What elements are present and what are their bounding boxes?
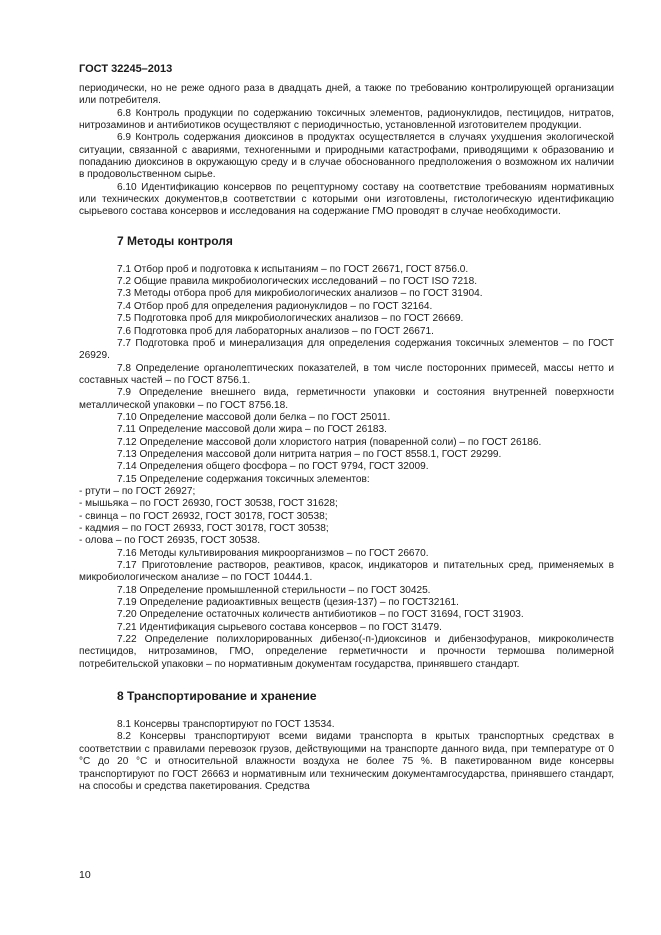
clause-7-19: 7.19 Определение радиоактивных веществ (цезия-137) – по ГОСТ32161. xyxy=(117,597,459,609)
document-body xyxy=(79,83,614,793)
clause-7-8: 7.8 Определение органолептических показателей, в том числе посторонних примесей, массы нетто и составных частей – по ГОСТ 8756.1. xyxy=(79,362,614,386)
clause-8-2: 8.2 Консервы транспортируют всеми видами транспорта в крытых транспортных средствах в соответствии с правилами перевозок грузов, действующими на транспорте данного вида, при температуре от 0 °С до 20 °С и относительной влажности воздуха не более 75 %. В пакетированном виде консервы транспортируют по ГОСТ 26663 и нормативным или техническим документамгосударства, принявшего стандарт, на способы и средства пакетирования. Средства xyxy=(79,731,614,792)
clause-7-10: 7.10 Определение массовой доли белка – по ГОСТ 25011. xyxy=(117,411,391,423)
clause-7-21: 7.21 Идентификация сырьевого состава консервов – по ГОСТ 31479. xyxy=(117,621,442,633)
clause-7-13: 7.13 Определения массовой доли нитрита натрия – по ГОСТ 8558.1, ГОСТ 29299. xyxy=(117,448,502,460)
paragraph-6-10: 6.10 Идентификацию консервов по рецептурному составу на соответствие требованиям нормативных или технических документов,в соответствии с которыми они изготовлены, гистологическую идентификацию сырьевого состава консервов и исследования на содержание ГМО проводят в случае необходимости. xyxy=(79,181,614,218)
clause-7-2: 7.2 Общие правила микробиологических исследований – по ГОСТ ISO 7218. xyxy=(117,276,478,288)
clause-7-7: 7.7 Подготовка проб и минерализация для определения содержания токсичных элементов – по ГОСТ 26929. xyxy=(79,337,614,362)
paragraph-6-9: 6.9 Контроль содержания диоксинов в продуктах осуществляется в случаях ухудшения экологической ситуации, связанной с авариями, техногенными и природными катастрофами, приводящими к образованию и попаданию диоксинов в окружающую среду и в случае обоснованного предположения о возможном их наличии в продовольственном сырье. xyxy=(79,132,614,181)
clause-7-5: 7.5 Подготовка проб для микробиологических анализов – по ГОСТ 26669. xyxy=(117,313,464,325)
clause-7-6: 7.6 Подготовка проб для лабораторных анализов – по ГОСТ 26671. xyxy=(117,325,434,337)
section-7-heading: 7 Методы контроля xyxy=(117,233,233,248)
toxic-element-lead: - свинца – по ГОСТ 26932, ГОСТ 30178, ГОСТ 30538; xyxy=(79,510,328,522)
spacer xyxy=(79,703,614,719)
clause-7-20: 7.20 Определение остаточных количеств антибиотиков – по ГОСТ 31694, ГОСТ 31903. xyxy=(117,609,524,621)
clause-7-22: 7.22 Определение полихлорированных дибензо(-п-)диоксинов и дибензофуранов, микроколичеств пестицидов, нитрозаминов, ГМО, определение герметичности и прочности термошва полимерной потребительской упаковки – по нормативным документам государства, принявшего стандарт. xyxy=(79,634,614,670)
clause-7-4: 7.4 Отбор проб для определения радионуклидов – по ГОСТ 32164. xyxy=(117,300,433,312)
clause-7-12: 7.12 Определение массовой доли хлористого натрия (поваренной соли) – по ГОСТ 26186. xyxy=(117,436,542,448)
toxic-element-tin: - олова – по ГОСТ 26935, ГОСТ 30538. xyxy=(79,535,261,547)
document-code-header: ГОСТ 32245–2013 xyxy=(79,63,173,75)
spacer xyxy=(79,248,614,264)
page-number: 10 xyxy=(79,869,91,881)
section-8-heading: 8 Транспортирование и хранение xyxy=(117,689,317,704)
clause-7-14: 7.14 Определения общего фосфора – по ГОСТ 9794, ГОСТ 32009. xyxy=(117,461,429,473)
paragraph-continuation: периодически, но не реже одного раза в двадцать дней, а также по требованию контролирующей организации или потребителя. xyxy=(79,83,614,107)
clause-7-9: 7.9 Определение внешнего вида, герметичности упаковки и состояния внутренней поверхности металлической упаковки – по ГОСТ 8756.18. xyxy=(79,387,614,411)
clause-7-3: 7.3 Методы отбора проб для микробиологических анализов – по ГОСТ 31904. xyxy=(117,288,483,300)
toxic-element-arsenic: - мышьяка – по ГОСТ 26930, ГОСТ 30538, ГОСТ 31628; xyxy=(79,498,338,510)
spacer xyxy=(79,219,614,234)
clause-7-15: 7.15 Определение содержания токсичных элементов: xyxy=(117,473,370,485)
clause-7-1: 7.1 Отбор проб и подготовка к испытаниям – по ГОСТ 26671, ГОСТ 8756.0. xyxy=(117,263,469,275)
toxic-element-mercury: - ртути – по ГОСТ 26927; xyxy=(79,485,196,497)
clause-7-18: 7.18 Определение промышленной стерильности – по ГОСТ 30425. xyxy=(117,584,431,596)
clause-8-1: 8.1 Консервы транспортируют по ГОСТ 13534. xyxy=(117,719,335,731)
clause-7-16: 7.16 Методы культивирования микроорганизмов – по ГОСТ 26670. xyxy=(117,547,429,559)
toxic-element-cadmium: - кадмия – по ГОСТ 26933, ГОСТ 30178, ГОСТ 30538; xyxy=(79,523,329,534)
paragraph-6-8: 6.8 Контроль продукции по содержанию токсичных элементов, радионуклидов, пестицидов, нитратов, нитрозаминов и антибиотиков осуществляют с периодичностью, установленной изготовителем продукции. xyxy=(79,107,614,132)
clause-7-17: 7.17 Приготовление растворов, реактивов, красок, индикаторов и питательных сред, применяемых в микробиологическом анализе – по ГОСТ 10444.1. xyxy=(79,560,614,584)
clause-7-11: 7.11 Определение массовой доли жира – по ГОСТ 26183. xyxy=(117,424,387,436)
spacer xyxy=(79,671,614,689)
